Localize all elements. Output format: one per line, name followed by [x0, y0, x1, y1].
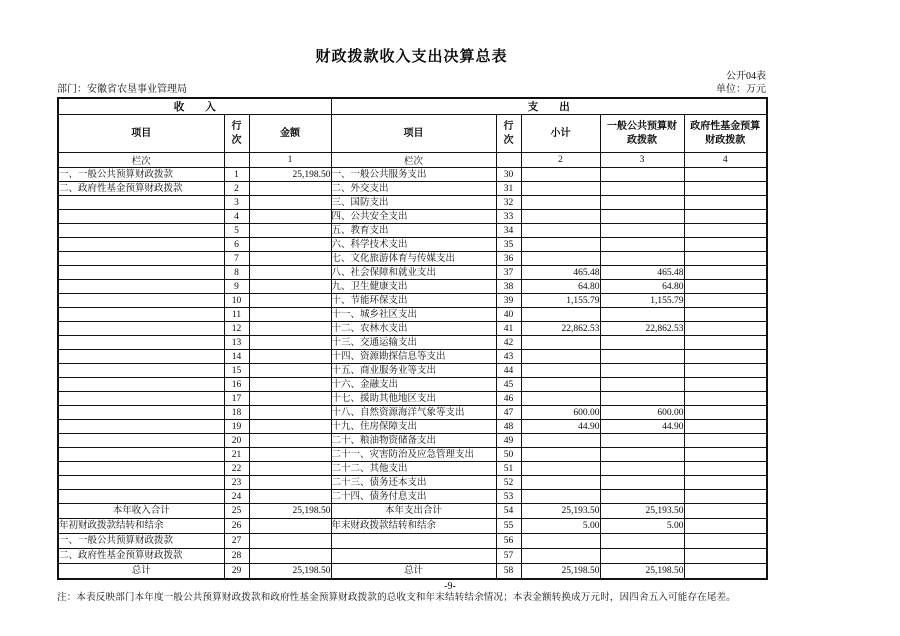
cell-income-amount: [249, 519, 331, 534]
cell-exp-line: 58: [496, 564, 521, 580]
cell-income-line: 13: [224, 336, 249, 350]
cell-income-line: 18: [224, 406, 249, 420]
cell-exp-line: 31: [496, 182, 521, 196]
cell-income-item: 一、一般公共预算财政拨款: [58, 168, 224, 182]
cell-income-line: 15: [224, 364, 249, 378]
cell-exp-line: 54: [496, 504, 521, 519]
cell-exp-fund: [684, 392, 767, 406]
cell-exp-fund: [684, 406, 767, 420]
cell-exp-fund: [684, 504, 767, 519]
cell-exp-fund: [684, 224, 767, 238]
cell-income-item: [58, 252, 224, 266]
cell-income-item: [58, 462, 224, 476]
cell-exp-line: 30: [496, 168, 521, 182]
cell-exp-item: 七、文化旅游体育与传媒支出: [331, 252, 496, 266]
cell-income-line: 27: [224, 534, 249, 549]
cell-income-amount: [249, 534, 331, 549]
page-number: -9-: [444, 581, 456, 592]
cell-exp-subtotal: 64.80: [521, 280, 600, 294]
cell-income-item: [58, 476, 224, 490]
cell-income-amount: [249, 280, 331, 294]
cell-exp-line: 50: [496, 448, 521, 462]
fiscal-summary-table: [57, 97, 768, 580]
cell-income-item: 总计: [58, 564, 224, 580]
cell-income-amount: [249, 406, 331, 420]
cell-income-item: [58, 378, 224, 392]
cell-exp-item: 十一、城乡社区支出: [331, 308, 496, 322]
cell-income-amount: [249, 448, 331, 462]
cell-income-line: 12: [224, 322, 249, 336]
table-row: [58, 434, 767, 448]
cell-income-line: 20: [224, 434, 249, 448]
table-row: [58, 448, 767, 462]
cell-exp-subtotal: 25,198.50: [521, 564, 600, 580]
cell-exp-item: 十九、住房保障支出: [331, 420, 496, 434]
index-exp-label: 栏次: [331, 153, 496, 168]
cell-exp-subtotal: [521, 182, 600, 196]
table-row: [58, 364, 767, 378]
table-row: [58, 534, 767, 549]
cell-exp-general: 25,198.50: [600, 564, 684, 580]
cell-exp-general: [600, 490, 684, 504]
cell-exp-fund: [684, 434, 767, 448]
cell-exp-fund: [684, 210, 767, 224]
cell-exp-item: 五、教育支出: [331, 224, 496, 238]
column-header-row: [58, 115, 767, 153]
cell-income-line: 16: [224, 378, 249, 392]
cell-exp-general: 25,193.50: [600, 504, 684, 519]
table-row: [58, 196, 767, 210]
table-row: [58, 168, 767, 182]
cell-exp-fund: [684, 168, 767, 182]
cell-exp-general: 465.48: [600, 266, 684, 280]
table-row: [58, 266, 767, 280]
expenditure-section-header: 支 出: [331, 98, 767, 115]
cell-income-line: 9: [224, 280, 249, 294]
cell-exp-subtotal: [521, 549, 600, 564]
cell-exp-line: 52: [496, 476, 521, 490]
cell-exp-item: 八、社会保障和就业支出: [331, 266, 496, 280]
col-header-income-item: 项目: [58, 115, 224, 153]
unit-label: 单位：万元: [716, 84, 766, 95]
cell-income-line: 3: [224, 196, 249, 210]
cell-exp-general: 5.00: [600, 519, 684, 534]
cell-exp-subtotal: 5.00: [521, 519, 600, 534]
table-row: [58, 182, 767, 196]
cell-income-item: [58, 336, 224, 350]
cell-income-amount: [249, 336, 331, 350]
cell-exp-general: [600, 350, 684, 364]
cell-exp-general: [600, 549, 684, 564]
cell-income-item: [58, 280, 224, 294]
cell-exp-line: 34: [496, 224, 521, 238]
cell-income-item: [58, 434, 224, 448]
index-exp-general: 3: [600, 153, 684, 168]
cell-income-line: 22: [224, 462, 249, 476]
cell-income-amount: [249, 308, 331, 322]
cell-exp-subtotal: [521, 168, 600, 182]
index-income-label: 栏次: [58, 153, 224, 168]
cell-exp-fund: [684, 519, 767, 534]
page-title: 财政拨款收入支出决算总表: [315, 49, 508, 65]
cell-income-line: 29: [224, 564, 249, 580]
cell-exp-general: 22,862.53: [600, 322, 684, 336]
department-label: 部门：安徽省农垦事业管理局: [57, 84, 187, 95]
cell-exp-item: 二十、粮油物资储备支出: [331, 434, 496, 448]
col-header-exp-line: 行次: [496, 115, 521, 153]
cell-exp-line: 37: [496, 266, 521, 280]
cell-income-item: [58, 210, 224, 224]
cell-exp-item: 十七、援助其他地区支出: [331, 392, 496, 406]
table-row: [58, 224, 767, 238]
cell-income-amount: [249, 252, 331, 266]
cell-exp-fund: [684, 266, 767, 280]
index-exp-fund: 4: [684, 153, 767, 168]
table-row: [58, 378, 767, 392]
cell-exp-item: 九、卫生健康支出: [331, 280, 496, 294]
cell-exp-general: [600, 534, 684, 549]
cell-income-item: [58, 266, 224, 280]
cell-income-amount: [249, 490, 331, 504]
cell-exp-general: [600, 308, 684, 322]
cell-income-amount: [249, 350, 331, 364]
cell-income-item: 二、政府性基金预算财政拨款: [58, 182, 224, 196]
cell-income-item: 本年收入合计: [58, 504, 224, 519]
cell-exp-item: 十四、资源勘探信息等支出: [331, 350, 496, 364]
cell-exp-item: 二十三、债务还本支出: [331, 476, 496, 490]
cell-exp-item: 本年支出合计: [331, 504, 496, 519]
index-exp-line: [496, 153, 521, 168]
table-row: [58, 350, 767, 364]
cell-income-line: 23: [224, 476, 249, 490]
cell-exp-fund: [684, 448, 767, 462]
cell-income-line: 4: [224, 210, 249, 224]
cell-income-item: [58, 392, 224, 406]
col-header-exp-fund: 政府性基金预算财政拨款: [684, 115, 767, 153]
cell-income-item: [58, 420, 224, 434]
table-row: [58, 519, 767, 534]
cell-income-amount: [249, 238, 331, 252]
table-row: [58, 252, 767, 266]
cell-exp-general: 44.90: [600, 420, 684, 434]
cell-exp-line: 47: [496, 406, 521, 420]
cell-exp-item: 一、一般公共服务支出: [331, 168, 496, 182]
cell-income-line: 1: [224, 168, 249, 182]
cell-exp-general: [600, 336, 684, 350]
cell-exp-line: 38: [496, 280, 521, 294]
section-header-row: [58, 98, 767, 115]
cell-income-item: 一、一般公共预算财政拨款: [58, 534, 224, 549]
col-header-exp-subtotal: 小计: [521, 115, 600, 153]
cell-exp-subtotal: [521, 364, 600, 378]
cell-exp-general: 1,155.79: [600, 294, 684, 308]
cell-exp-line: 53: [496, 490, 521, 504]
cell-income-line: 19: [224, 420, 249, 434]
cell-exp-subtotal: [521, 210, 600, 224]
cell-income-line: 6: [224, 238, 249, 252]
cell-income-amount: 25,198.50: [249, 504, 331, 519]
cell-exp-subtotal: [521, 448, 600, 462]
cell-exp-fund: [684, 350, 767, 364]
cell-exp-line: 44: [496, 364, 521, 378]
cell-exp-general: [600, 238, 684, 252]
cell-exp-item: [331, 534, 496, 549]
cell-exp-item: 二十一、灾害防治及应急管理支出: [331, 448, 496, 462]
cell-exp-subtotal: [521, 224, 600, 238]
cell-exp-line: 41: [496, 322, 521, 336]
cell-exp-general: [600, 196, 684, 210]
meta-line: [57, 83, 766, 96]
cell-income-amount: [249, 322, 331, 336]
cell-exp-general: [600, 392, 684, 406]
table-row: [58, 476, 767, 490]
cell-exp-subtotal: 25,193.50: [521, 504, 600, 519]
cell-exp-line: 46: [496, 392, 521, 406]
index-income-line: [224, 153, 249, 168]
cell-exp-fund: [684, 462, 767, 476]
cell-exp-subtotal: 465.48: [521, 266, 600, 280]
cell-income-item: [58, 322, 224, 336]
cell-exp-subtotal: [521, 196, 600, 210]
cell-exp-item: 六、科学技术支出: [331, 238, 496, 252]
cell-exp-item: 二十四、债务付息支出: [331, 490, 496, 504]
cell-exp-subtotal: [521, 434, 600, 448]
cell-exp-line: 43: [496, 350, 521, 364]
cell-exp-line: 51: [496, 462, 521, 476]
table-row: [58, 504, 767, 519]
cell-income-line: 5: [224, 224, 249, 238]
cell-exp-line: 39: [496, 294, 521, 308]
table-row: [58, 280, 767, 294]
cell-income-item: [58, 294, 224, 308]
cell-exp-fund: [684, 182, 767, 196]
cell-exp-subtotal: [521, 378, 600, 392]
cell-income-item: [58, 308, 224, 322]
cell-exp-line: 40: [496, 308, 521, 322]
cell-exp-subtotal: 44.90: [521, 420, 600, 434]
cell-exp-line: 48: [496, 420, 521, 434]
cell-exp-fund: [684, 322, 767, 336]
cell-exp-fund: [684, 476, 767, 490]
cell-exp-subtotal: [521, 462, 600, 476]
cell-income-amount: [249, 378, 331, 392]
cell-exp-line: 32: [496, 196, 521, 210]
cell-exp-general: [600, 224, 684, 238]
cell-exp-item: 十五、商业服务业等支出: [331, 364, 496, 378]
cell-exp-item: 十二、农林水支出: [331, 322, 496, 336]
cell-income-amount: [249, 434, 331, 448]
content-area: [57, 0, 766, 603]
cell-income-line: 24: [224, 490, 249, 504]
cell-exp-subtotal: 600.00: [521, 406, 600, 420]
cell-exp-fund: [684, 196, 767, 210]
cell-income-amount: [249, 364, 331, 378]
income-section-header: 收 入: [58, 98, 331, 115]
table-row: [58, 210, 767, 224]
cell-income-line: 21: [224, 448, 249, 462]
cell-income-item: [58, 490, 224, 504]
cell-exp-line: 42: [496, 336, 521, 350]
cell-exp-general: [600, 168, 684, 182]
table-row: [58, 490, 767, 504]
cell-income-item: [58, 238, 224, 252]
col-header-income-line: 行次: [224, 115, 249, 153]
cell-exp-item: 三、国防支出: [331, 196, 496, 210]
cell-exp-fund: [684, 420, 767, 434]
cell-exp-subtotal: [521, 252, 600, 266]
table-row: [58, 294, 767, 308]
table-row: [58, 336, 767, 350]
cell-income-item: [58, 448, 224, 462]
table-row: [58, 462, 767, 476]
cell-income-amount: [249, 182, 331, 196]
table-row: [58, 564, 767, 580]
cell-income-amount: 25,198.50: [249, 564, 331, 580]
cell-exp-general: [600, 476, 684, 490]
table-row: [58, 406, 767, 420]
cell-exp-subtotal: 22,862.53: [521, 322, 600, 336]
cell-exp-item: 二十二、其他支出: [331, 462, 496, 476]
cell-income-line: 26: [224, 519, 249, 534]
cell-exp-general: [600, 378, 684, 392]
table-row: [58, 308, 767, 322]
table-row: [58, 549, 767, 564]
cell-income-amount: [249, 420, 331, 434]
cell-exp-fund: [684, 238, 767, 252]
table-row: [58, 238, 767, 252]
cell-exp-general: [600, 210, 684, 224]
cell-income-item: 二、政府性基金预算财政拨款: [58, 549, 224, 564]
index-income-amount: 1: [249, 153, 331, 168]
cell-income-amount: [249, 462, 331, 476]
cell-exp-general: [600, 448, 684, 462]
cell-exp-fund: [684, 280, 767, 294]
cell-exp-item: 年末财政拨款结转和结余: [331, 519, 496, 534]
table-body: [58, 168, 767, 580]
cell-income-item: [58, 196, 224, 210]
cell-exp-general: 64.80: [600, 280, 684, 294]
cell-exp-line: 49: [496, 434, 521, 448]
cell-exp-fund: [684, 364, 767, 378]
cell-exp-line: 35: [496, 238, 521, 252]
cell-exp-line: 45: [496, 378, 521, 392]
table-code: 公开04表: [726, 71, 766, 82]
cell-income-line: 17: [224, 392, 249, 406]
cell-exp-line: 36: [496, 252, 521, 266]
cell-income-item: [58, 406, 224, 420]
cell-exp-fund: [684, 252, 767, 266]
cell-exp-general: 600.00: [600, 406, 684, 420]
cell-income-amount: [249, 224, 331, 238]
cell-exp-subtotal: 1,155.79: [521, 294, 600, 308]
cell-exp-fund: [684, 490, 767, 504]
cell-exp-fund: [684, 308, 767, 322]
cell-exp-subtotal: [521, 392, 600, 406]
cell-income-line: 11: [224, 308, 249, 322]
cell-exp-subtotal: [521, 490, 600, 504]
col-header-exp-general: 一般公共预算财政拨款: [600, 115, 684, 153]
cell-income-line: 2: [224, 182, 249, 196]
cell-exp-subtotal: [521, 308, 600, 322]
cell-exp-fund: [684, 534, 767, 549]
cell-exp-subtotal: [521, 534, 600, 549]
cell-exp-line: 57: [496, 549, 521, 564]
cell-income-amount: [249, 549, 331, 564]
cell-income-line: 14: [224, 350, 249, 364]
cell-income-amount: [249, 294, 331, 308]
footnote: 注：本表反映部门本年度一般公共预算财政拨款和政府性基金预算财政拨款的总收支和年末结转结余情况；本表金额转换成万元时，因四舍五入可能存在尾差。: [57, 593, 737, 603]
col-header-income-amount: 金额: [249, 115, 331, 153]
cell-income-amount: [249, 196, 331, 210]
cell-income-amount: [249, 392, 331, 406]
cell-exp-line: 33: [496, 210, 521, 224]
cell-exp-subtotal: [521, 476, 600, 490]
cell-exp-subtotal: [521, 336, 600, 350]
cell-exp-general: [600, 182, 684, 196]
cell-income-item: [58, 350, 224, 364]
cell-income-item: [58, 224, 224, 238]
cell-income-amount: [249, 476, 331, 490]
cell-exp-fund: [684, 294, 767, 308]
index-exp-subtotal: 2: [521, 153, 600, 168]
table-row: [58, 420, 767, 434]
cell-exp-subtotal: [521, 238, 600, 252]
cell-exp-line: 56: [496, 534, 521, 549]
cell-exp-item: 十六、金融支出: [331, 378, 496, 392]
cell-exp-fund: [684, 564, 767, 580]
cell-income-line: 8: [224, 266, 249, 280]
cell-exp-item: 总计: [331, 564, 496, 580]
cell-income-item: 年初财政拨款结转和结余: [58, 519, 224, 534]
cell-exp-item: 十、节能环保支出: [331, 294, 496, 308]
cell-exp-item: 二、外交支出: [331, 182, 496, 196]
cell-income-line: 10: [224, 294, 249, 308]
cell-income-line: 25: [224, 504, 249, 519]
cell-exp-subtotal: [521, 350, 600, 364]
cell-income-line: 28: [224, 549, 249, 564]
cell-income-amount: 25,198.50: [249, 168, 331, 182]
table-row: [58, 322, 767, 336]
cell-exp-general: [600, 434, 684, 448]
cell-exp-fund: [684, 378, 767, 392]
table-row: [58, 392, 767, 406]
column-index-row: [58, 153, 767, 168]
cell-exp-line: 55: [496, 519, 521, 534]
cell-income-amount: [249, 210, 331, 224]
col-header-exp-item: 项目: [331, 115, 496, 153]
cell-exp-fund: [684, 549, 767, 564]
cell-exp-item: 四、公共安全支出: [331, 210, 496, 224]
cell-exp-item: [331, 549, 496, 564]
cell-income-item: [58, 364, 224, 378]
cell-income-line: 7: [224, 252, 249, 266]
cell-income-amount: [249, 266, 331, 280]
cell-exp-general: [600, 462, 684, 476]
cell-exp-general: [600, 364, 684, 378]
cell-exp-item: 十八、自然资源海洋气象等支出: [331, 406, 496, 420]
cell-exp-general: [600, 252, 684, 266]
cell-exp-fund: [684, 336, 767, 350]
cell-exp-item: 十三、交通运输支出: [331, 336, 496, 350]
